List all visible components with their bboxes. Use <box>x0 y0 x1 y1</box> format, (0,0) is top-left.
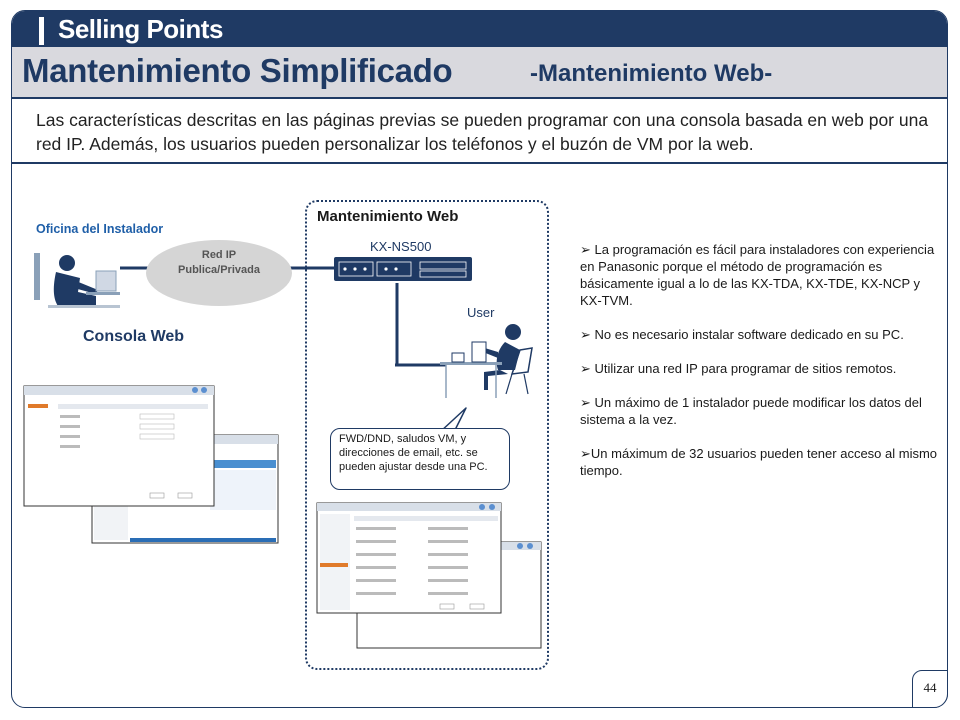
bullet-arrow-icon: ➢ <box>580 395 591 410</box>
bullet-arrow-icon: ➢ <box>580 327 591 342</box>
bullet-item: ➢ La programación es fácil para instaladores con experiencia en Panasonic porque el método de programación es básicamente igual a lo de las KX-TDA, KX-TDE, KX-NCP y KX-TVM. <box>580 242 935 308</box>
bullet-item: ➢Un máximum de 32 usuarios pueden tener acceso al mismo tiempo. <box>580 446 938 478</box>
bullet-arrow-icon: ➢ <box>580 242 591 257</box>
bullet-arrow-icon: ➢ <box>580 446 591 461</box>
feature-bullet-list <box>580 241 940 496</box>
web-maintenance-label: Mantenimiento Web <box>317 208 459 225</box>
network-label: Red IP Publica/Privada <box>178 249 260 276</box>
installer-office-label: Oficina del Instalador <box>36 222 164 236</box>
user-label: User <box>467 305 495 320</box>
page-number: 44 <box>912 670 948 708</box>
page-subtitle: -Mantenimiento Web- <box>530 60 773 87</box>
bullet-item: ➢ No es necesario instalar software dedicado en su PC. <box>580 327 904 342</box>
bullet-item: ➢ Un máximo de 1 instalador puede modificar los datos del sistema a la vez. <box>580 395 922 427</box>
bullet-item: ➢ Utilizar una red IP para programar de sitios remotos. <box>580 361 897 376</box>
intro-paragraph: Las características descritas en las páginas previas se pueden programar con una consola basada en web por una red IP. Además, los usuarios pueden personalizar los teléfonos y el buzón de VM por la web. <box>36 110 929 154</box>
section-label: Selling Points <box>58 14 223 44</box>
user-settings-callout: FWD/DND, saludos VM, y direcciones de email, etc. se pueden ajustar desde una PC. <box>330 428 510 490</box>
page-title: Mantenimiento Simplificado <box>22 52 453 89</box>
bullet-arrow-icon: ➢ <box>580 361 591 376</box>
console-screenshot-front <box>24 386 214 506</box>
installer-icon <box>34 253 120 308</box>
console-label: Consola Web <box>83 328 185 345</box>
device-label: KX-NS500 <box>370 239 432 254</box>
